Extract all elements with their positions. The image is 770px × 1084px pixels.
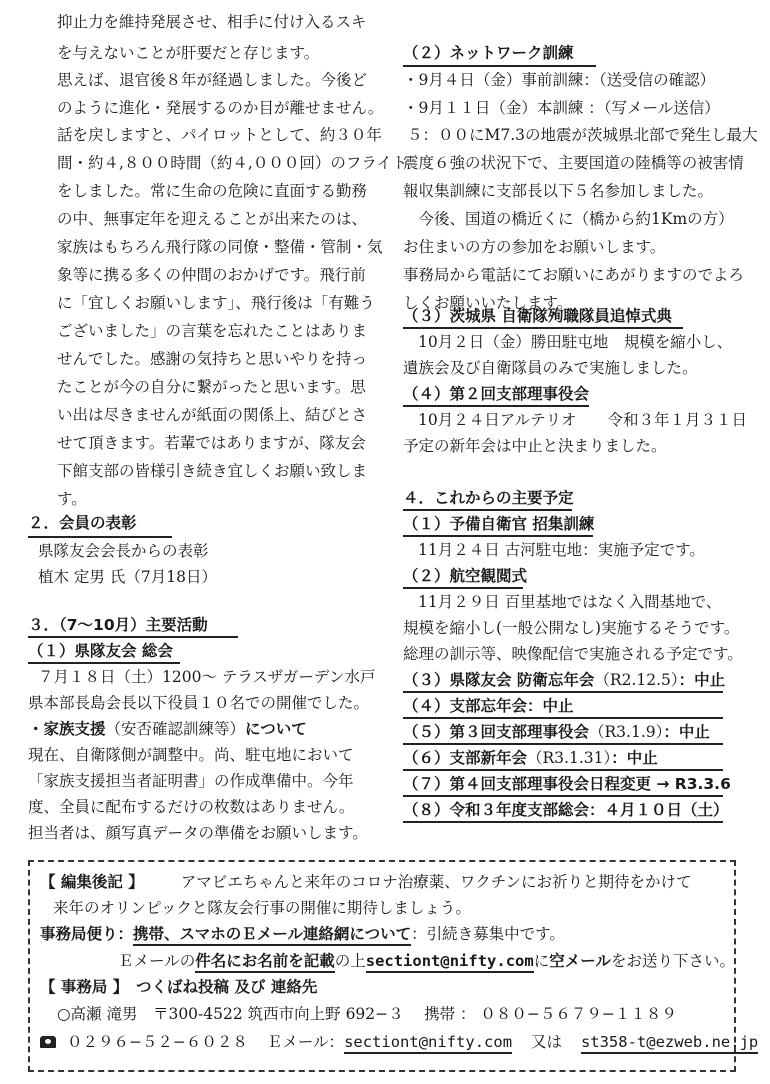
email-instruction-post: に bbox=[533, 952, 550, 970]
section-3-sub-1: （１）県隊友会 総会 bbox=[28, 642, 173, 660]
schedule-item-status: ：中止 bbox=[663, 723, 710, 741]
air-review-underline bbox=[403, 587, 523, 589]
section-4-underline bbox=[403, 509, 572, 511]
network-line: しくお願いいたします。 bbox=[403, 294, 573, 312]
family-support-label: ・家族支援 bbox=[28, 720, 106, 738]
intro-line: す。 bbox=[57, 490, 87, 508]
air-review-line: 総理の訓示等、映像配信で実施される予定です。 bbox=[403, 645, 743, 663]
schedule-item-name: （６）支部新年会 bbox=[403, 749, 528, 767]
email-label: Ｅメール： bbox=[266, 1033, 345, 1051]
schedule-item bbox=[403, 670, 725, 690]
schedule-underline bbox=[403, 795, 723, 797]
phone-email-line bbox=[40, 1032, 758, 1052]
air-review-line: 規模を縮小し(一般公開なし)実施するそうです。 bbox=[403, 619, 740, 637]
network-line: 今後、国道の橋近くに（橋から約1Kmの方） bbox=[403, 210, 734, 228]
network-line: 事務局から電話にてお願いにあがりますのでよろ bbox=[403, 266, 745, 284]
intro-line: に「宜しくお願いします」、飛行後は「有難う bbox=[57, 294, 375, 312]
office-label: 【 事務局 】 つくばね投稿 及び 連絡先 bbox=[40, 978, 318, 996]
intro-line: たことが今の自分に繋がったと思います。思 bbox=[57, 378, 366, 396]
family-support-paren: （安否確認訓練等） bbox=[105, 720, 246, 738]
memorial-underline bbox=[403, 327, 683, 329]
telephone-icon bbox=[40, 1036, 56, 1048]
board-line: 予定の新年会は中止と決まりました。 bbox=[403, 437, 667, 455]
award-line: 植木 定男 氏（7月18日） bbox=[38, 568, 217, 586]
intro-line: を与えないことが肝要だと存じます。 bbox=[57, 44, 320, 62]
memorial-line: 遺族会及び自衛隊員のみで実施しました。 bbox=[403, 359, 698, 377]
network-line: お住まいの方の参加をお願いします。 bbox=[403, 238, 666, 256]
intro-line: 話を戻しますと、パイロットとして、約３０年 bbox=[57, 126, 382, 144]
intro-line: せんでした。感謝の気持ちと思いやりを持っ bbox=[57, 350, 368, 368]
schedule-item-name: （８）令和３年度支部総会：４月１０日（土） bbox=[403, 801, 729, 819]
schedule-item-name: （３）県隊友会 防衛忘年会 bbox=[403, 671, 595, 689]
email-address-link[interactable]: sectiont@nifty.com bbox=[366, 952, 534, 973]
board-meeting-2-title: （４）第２回支部理事役会 bbox=[403, 385, 590, 403]
network-line: 震度６強の状況下で、主要国道の陸橋等の被害情 bbox=[403, 154, 744, 172]
support-line: 担当者は、顔写真データの準備をお願いします。 bbox=[28, 824, 368, 842]
schedule-item-status: ：中止 bbox=[611, 749, 658, 767]
contact-line: ○高瀬 滝男 〒300-4522 筑西市向上野 692−３ 携帯 ： ０８０−５６７９−１１８９ bbox=[57, 1005, 677, 1023]
email-instruction-subject: 件名にお名前を記載 bbox=[195, 952, 335, 973]
intro-line: 下館支部の皆様引き続き宜しくお願い致しま bbox=[57, 462, 368, 480]
intro-line: 家族はもちろん飛行隊の同僚・整備・管制・気 bbox=[57, 238, 383, 256]
schedule-item-date: （R3.1.9） bbox=[589, 723, 664, 741]
meeting-line: ７月１８日（土）1200〜 テラスザガーデン水戸 bbox=[38, 668, 376, 686]
network-line: 報収集訓練に支部長以下５名参加しました。 bbox=[403, 182, 714, 200]
schedule-underline bbox=[403, 691, 723, 693]
network-line: ・9月４日（金）事前訓練：（送受信の確認） bbox=[403, 71, 716, 89]
email-instruction-empty-mail: 空メール bbox=[549, 952, 611, 970]
schedule-item-name: （７）第４回支部理事役会日程変更 → R3.3.6 bbox=[403, 775, 731, 793]
schedule-item-status: ：中止 bbox=[678, 671, 726, 689]
schedule-item-name: （５）第３回支部理事役会 bbox=[403, 723, 590, 741]
network-line: ・9月１１日（金）本訓練 ：（写メール送信） bbox=[403, 99, 720, 117]
editor-note-line bbox=[40, 872, 691, 892]
office-news-line bbox=[40, 924, 565, 944]
reserve-training-line: 11月２４日 古河駐屯地：実施予定です。 bbox=[418, 541, 705, 559]
family-support-line bbox=[28, 719, 307, 739]
email-link-2[interactable]: st358-t@ezweb.ne.jp bbox=[581, 1033, 758, 1054]
section-2-underline bbox=[28, 536, 172, 538]
intro-line: い出は尽きませんが紙面の関係上、結びとさ bbox=[57, 406, 368, 424]
schedule-item bbox=[403, 774, 731, 794]
intro-line: せて頂きます。若輩ではありますが、隊友会 bbox=[57, 434, 366, 452]
board-line: 10月２４日アルテリオ 令和３年１月３１日 bbox=[418, 411, 747, 429]
schedule-underline bbox=[403, 743, 723, 745]
intro-line: ございました」の言葉を忘れたことはありま bbox=[57, 322, 368, 340]
office-news-rest: ：引続き募集中です。 bbox=[411, 925, 565, 943]
editor-note-text-2: 来年のオリンピックと隊友会行事の開催に期待しましょう。 bbox=[53, 899, 471, 917]
section-3-sub-1-underline bbox=[28, 662, 180, 664]
support-line: 現在、自衛隊側が調整中。尚、駐屯地において bbox=[28, 746, 354, 764]
board-meeting-2-underline bbox=[403, 405, 589, 407]
schedule-item bbox=[403, 696, 574, 716]
intro-line: の中、無事定年を迎えることが出来たのは、 bbox=[57, 210, 368, 228]
editor-note-label: 【 編集後記 】 bbox=[40, 873, 144, 891]
reserve-training-underline bbox=[403, 535, 593, 537]
email-instruction-line bbox=[118, 951, 735, 971]
network-line: ５：００にM7.3の地震が茨城県北部で発生し最大 bbox=[407, 126, 758, 144]
telephone-number: ０２９６−５２−６０２８ bbox=[66, 1033, 248, 1051]
schedule-item bbox=[403, 800, 729, 820]
memorial-line: 10月２日（金）勝田駐屯地 規模を縮小し、 bbox=[418, 333, 733, 351]
section-3-title: ３．（7〜10月）主要活動 bbox=[28, 616, 208, 634]
email-instruction-mid: の上 bbox=[334, 952, 366, 970]
support-line: 「家族支援担当者証明書」の作成準備中。今年 bbox=[28, 772, 354, 790]
intro-line: 抑止力を維持発展させ、相手に付け入るスキ bbox=[57, 13, 367, 31]
intro-line: 象等に携る多くの仲間のおかげです。飛行前 bbox=[57, 266, 366, 284]
schedule-item bbox=[403, 748, 658, 768]
support-line: 度、全員に配布するだけの枚数はありません。 bbox=[28, 798, 355, 816]
editor-note-text: アマビエちゃんと来年のコロナ治療薬、ワクチンにお祈りと期待をかけて bbox=[180, 873, 692, 891]
section-4-title: ４．これからの主要予定 bbox=[403, 489, 574, 507]
award-line: 県隊友会会長からの表彰 bbox=[38, 542, 209, 560]
intro-line: のように進化・発展するのか目が離せません。 bbox=[57, 99, 384, 117]
or-text: 又は bbox=[530, 1033, 562, 1051]
air-review-title: （２）航空観閲式 bbox=[403, 567, 528, 585]
schedule-underline bbox=[403, 717, 723, 719]
schedule-item-date: （R3.1.31） bbox=[527, 749, 612, 767]
email-link-1[interactable]: sectiont@nifty.com bbox=[344, 1033, 512, 1054]
air-review-line: 11月２９日 百里基地ではなく入間基地で、 bbox=[418, 593, 722, 611]
schedule-underline bbox=[403, 769, 723, 771]
schedule-item-name: （４）支部忘年会：中止 bbox=[403, 697, 574, 715]
intro-line: 間・約４,８００時間（約４,０００回）のフライト bbox=[57, 154, 408, 172]
schedule-item bbox=[403, 722, 710, 742]
network-training-title: （２）ネットワーク訓練 bbox=[403, 44, 574, 62]
family-support-about: について bbox=[245, 720, 307, 738]
email-instruction-pre: Ｅメールの bbox=[118, 952, 196, 970]
section-2-title: ２．会員の表彰 bbox=[28, 514, 137, 532]
office-news-label: 事務局便り： bbox=[40, 925, 134, 943]
schedule-underline bbox=[403, 821, 723, 823]
email-instruction-end: をお送り下さい。 bbox=[610, 952, 735, 970]
intro-line: をしました。常に生命の危険に直面する勤務 bbox=[57, 182, 368, 200]
meeting-line: 県本部長島会長以下役員１０名での開催でした。 bbox=[28, 694, 370, 712]
section-3-underline bbox=[28, 636, 238, 638]
intro-line: 思えば、退官後８年が経過しました。今後ど bbox=[57, 71, 368, 89]
schedule-item-date: （R2.12.5） bbox=[594, 671, 679, 689]
network-training-underline bbox=[403, 65, 596, 67]
reserve-training-title: （１）予備自衛官 招集訓練 bbox=[403, 515, 595, 533]
office-news-link[interactable]: 携帯、スマホのＥメール連絡網について bbox=[133, 925, 411, 946]
memorial-title: （３）茨城県 自衛隊殉職隊員追悼式典 bbox=[403, 307, 672, 325]
